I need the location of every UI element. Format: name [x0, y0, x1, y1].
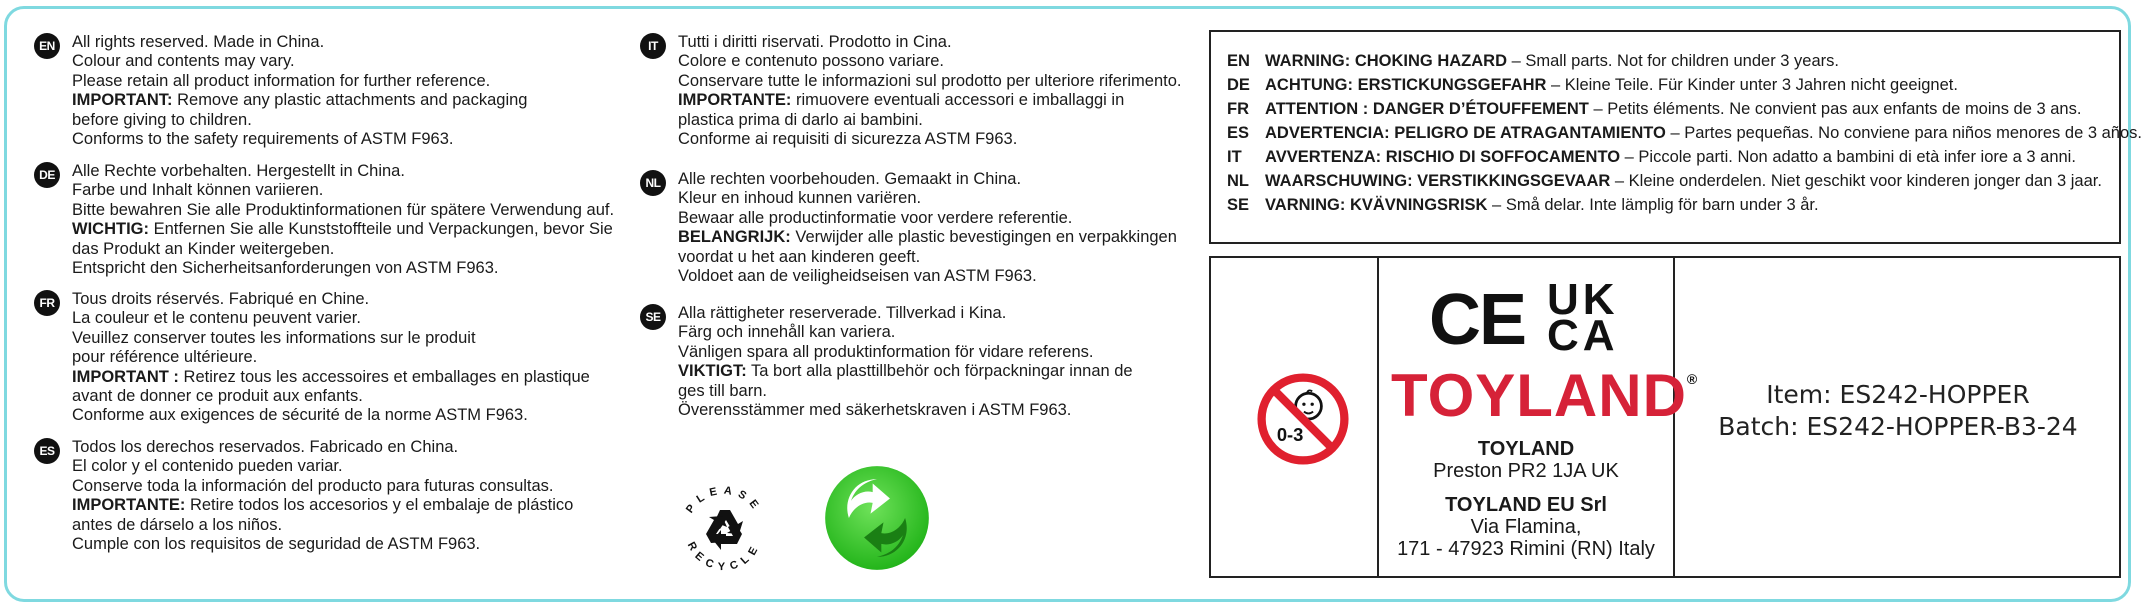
- text-line: Conservare tutte le informazioni sul prodotto per ulteriore riferimento.: [678, 71, 1182, 90]
- ukca-mark: [1547, 275, 1619, 360]
- text-line: antes de dárselo a los niños.: [72, 515, 283, 534]
- warning-text: – Partes pequeñas. No conviene para niños menores de 3 años.: [1665, 124, 2142, 142]
- text-line: WICHTIG: Entfernen Sie alle Kunststoffteile und Verpackungen, bevor Sie: [72, 220, 613, 239]
- language-badge-en: EN: [34, 33, 60, 59]
- text-line: IMPORTANT: Remove any plastic attachments and packaging: [72, 91, 528, 110]
- text-line: das Produkt an Kinder weitergeben.: [72, 239, 335, 258]
- language-badge-se: SE: [640, 304, 666, 330]
- language-badge-de: DE: [34, 162, 60, 188]
- text-line: Voldoet aan de veiligheidseisen van ASTM F963.: [678, 267, 1037, 286]
- ukca-mark-bottom: CA: [1547, 311, 1619, 360]
- language-block-it: [648, 33, 1182, 149]
- item-column: [1675, 258, 2121, 576]
- text-line: ges till barn.: [678, 381, 767, 400]
- address-line: TOYLAND EU Srl: [1445, 494, 1607, 516]
- warning-row-fr: [1227, 100, 2081, 119]
- warning-code: NL: [1227, 172, 1249, 190]
- warning-box: [1209, 30, 2142, 244]
- language-block-en: [39, 33, 528, 149]
- warning-row-nl: [1227, 172, 2102, 191]
- warning-title: ATTENTION : DANGER D’ÉTOUFFEMENT: [1265, 100, 1589, 118]
- registered-mark: ®: [1686, 371, 1699, 387]
- text-line: Tous droits réservés. Fabriqué en Chine.: [72, 290, 370, 308]
- text-line: BELANGRIJK: Verwijder alle plastic bevestigingen en verpakkingen: [678, 228, 1177, 247]
- svg-text:0-3: 0-3: [1276, 424, 1304, 446]
- warning-code: FR: [1227, 100, 1249, 118]
- warning-text: – Kleine onderdelen. Niet geschikt voor kinderen jonger dan 3 jaar.: [1610, 172, 2102, 190]
- warning-code: SE: [1227, 196, 1250, 214]
- batch-number: Batch: ES242-HOPPER-B3-24: [1718, 412, 2078, 441]
- text-line: El color y el contenido pueden variar.: [72, 457, 343, 476]
- text-line: Colore e contenuto possono variare.: [678, 52, 944, 71]
- language-block-se: [645, 304, 1133, 420]
- warning-code: DE: [1227, 76, 1250, 94]
- text-line: voordat u het aan kinderen geeft.: [678, 247, 921, 266]
- language-block-de: [39, 162, 615, 278]
- ce-mark: CE: [1429, 280, 1526, 360]
- text-line: Conserve toda la información del producto para futuras consultas.: [72, 476, 554, 495]
- warning-text: – Small parts. Not for children under 3 years.: [1506, 52, 1839, 70]
- item-number: Item: ES242-HOPPER: [1766, 380, 2030, 409]
- language-block-es: [39, 438, 574, 554]
- text-line: Conforms to the safety requirements of ASTM F963.: [72, 130, 454, 149]
- address-line: Via Flamina,: [1470, 516, 1582, 538]
- ukca-mark-top: UK: [1547, 275, 1619, 324]
- text-line: La couleur et le contenu peuvent varier.: [72, 309, 361, 328]
- text-line: Cumple con los requisitos de seguridad de ASTM F963.: [72, 535, 481, 554]
- svg-text:RECYCLE: RECYCLE: [684, 539, 764, 574]
- address-line: Preston PR2 1JA UK: [1433, 460, 1619, 482]
- text-line: Alla rättigheter reserverade. Tillverkad i Kina.: [678, 304, 1007, 322]
- text-line: IMPORTANTE: rimuovere eventuali accessori e imballaggi in: [678, 91, 1125, 110]
- info-box: [1209, 256, 2121, 578]
- warning-title: ACHTUNG: ERSTICKUNGSGEFAHR: [1265, 76, 1547, 94]
- warning-title: WARNING: CHOKING HAZARD: [1265, 52, 1507, 70]
- language-badge-nl: NL: [640, 170, 666, 196]
- text-line: Farbe und Inhalt können variieren.: [72, 181, 324, 200]
- text-line: Entspricht den Sicherheitsanforderungen von ASTM F963.: [72, 259, 499, 278]
- text-line: Bitte bewahren Sie alle Produktinformationen für spätere Verwendung auf.: [72, 200, 615, 219]
- warning-code: IT: [1227, 148, 1242, 166]
- text-line: avant de donner ce produit aux enfants.: [72, 387, 363, 406]
- warning-code: EN: [1227, 52, 1250, 70]
- toyland-logo: [1391, 362, 1699, 429]
- language-badge-it: IT: [640, 33, 666, 59]
- text-line: Veuillez conserver toutes les informations sur le produit: [72, 328, 476, 347]
- language-badge-fr: FR: [34, 290, 60, 316]
- not-for-under-3-icon: [1257, 373, 1349, 465]
- text-line: plastica prima di darlo ai bambini.: [678, 110, 923, 129]
- text-line: Conforme ai requisiti di sicurezza ASTM F963.: [678, 130, 1018, 149]
- language-block-nl: [645, 170, 1177, 286]
- logo-text: TOYLAND: [1391, 362, 1687, 429]
- warning-title: AVVERTENZA: RISCHIO DI SOFFOCAMENTO: [1265, 148, 1621, 166]
- warning-text: – Piccole parti. Non adatto a bambini di età infer iore a 3 anni.: [1620, 148, 2076, 166]
- text-line: IMPORTANTE: Retire todos los accesorios y el embalaje de plástico: [72, 496, 574, 515]
- warning-row-en: [1227, 52, 1839, 71]
- warning-title: WAARSCHUWING: VERSTIKKINGSGEVAAR: [1265, 172, 1611, 190]
- text-line: Please retain all product information for further reference.: [72, 71, 491, 90]
- text-line: Färg och innehåll kan variera.: [678, 323, 896, 342]
- warning-row-de: [1227, 76, 1958, 95]
- text-line: Bewaar alle productinformatie voor verdere referentie.: [678, 208, 1073, 227]
- warning-title: VARNING: KVÄVNINGSRISK: [1265, 196, 1488, 214]
- text-line: All rights reserved. Made in China.: [72, 33, 325, 51]
- warning-text: – Kleine Teile. Für Kinder unter 3 Jahren nicht geeignet.: [1546, 76, 1958, 94]
- language-block-fr: [39, 290, 590, 426]
- warning-title: ADVERTENCIA: PELIGRO DE ATRAGANTAMIENTO: [1265, 124, 1666, 142]
- svg-text:PLEASE: PLEASE: [683, 484, 765, 516]
- brand-column: [1379, 258, 1699, 576]
- warning-row-es: [1227, 124, 2142, 143]
- text-line: IMPORTANT : Retirez tous les accessoires et emballages en plastique: [72, 367, 590, 386]
- text-line: Kleur en inhoud kunnen variëren.: [678, 189, 922, 208]
- text-line: pour référence ultérieure.: [72, 348, 258, 367]
- text-line: Överensstämmer med säkerhetskraven i ASTM F963.: [678, 401, 1072, 420]
- warning-text: – Petits éléments. Ne convient pas aux enfants de moins de 3 ans.: [1588, 100, 2082, 118]
- text-line: Alle Rechte vorbehalten. Hergestellt in China.: [72, 162, 405, 180]
- text-line: VIKTIGT: Ta bort alla plasttillbehör och förpackningar innan de: [678, 362, 1133, 381]
- warning-row-se: [1227, 196, 1819, 215]
- text-line: before giving to children.: [72, 110, 252, 129]
- warning-row-it: [1227, 148, 2076, 167]
- text-line: Tutti i diritti riservati. Prodotto in Cina.: [678, 33, 952, 51]
- text-line: Conforme aux exigences de sécurité de la norme ASTM F963.: [72, 406, 528, 425]
- text-line: Todos los derechos reservados. Fabricado en China.: [72, 438, 459, 456]
- please-recycle-icon: [674, 478, 774, 578]
- warning-text: – Små delar. Inte lämplig för barn under 3 år.: [1487, 196, 1819, 214]
- text-line: Colour and contents may vary.: [72, 52, 295, 71]
- green-dot-icon: [823, 464, 931, 572]
- address-line: TOYLAND: [1477, 438, 1575, 460]
- text-line: Alle rechten voorbehouden. Gemaakt in China.: [678, 170, 1022, 188]
- address-line: 171 - 47923 Rimini (RN) Italy: [1397, 538, 1655, 560]
- language-badge-es: ES: [34, 438, 60, 464]
- text-line: Vänligen spara all produktinformation för vidare referens.: [678, 342, 1094, 361]
- warning-code: ES: [1227, 124, 1250, 142]
